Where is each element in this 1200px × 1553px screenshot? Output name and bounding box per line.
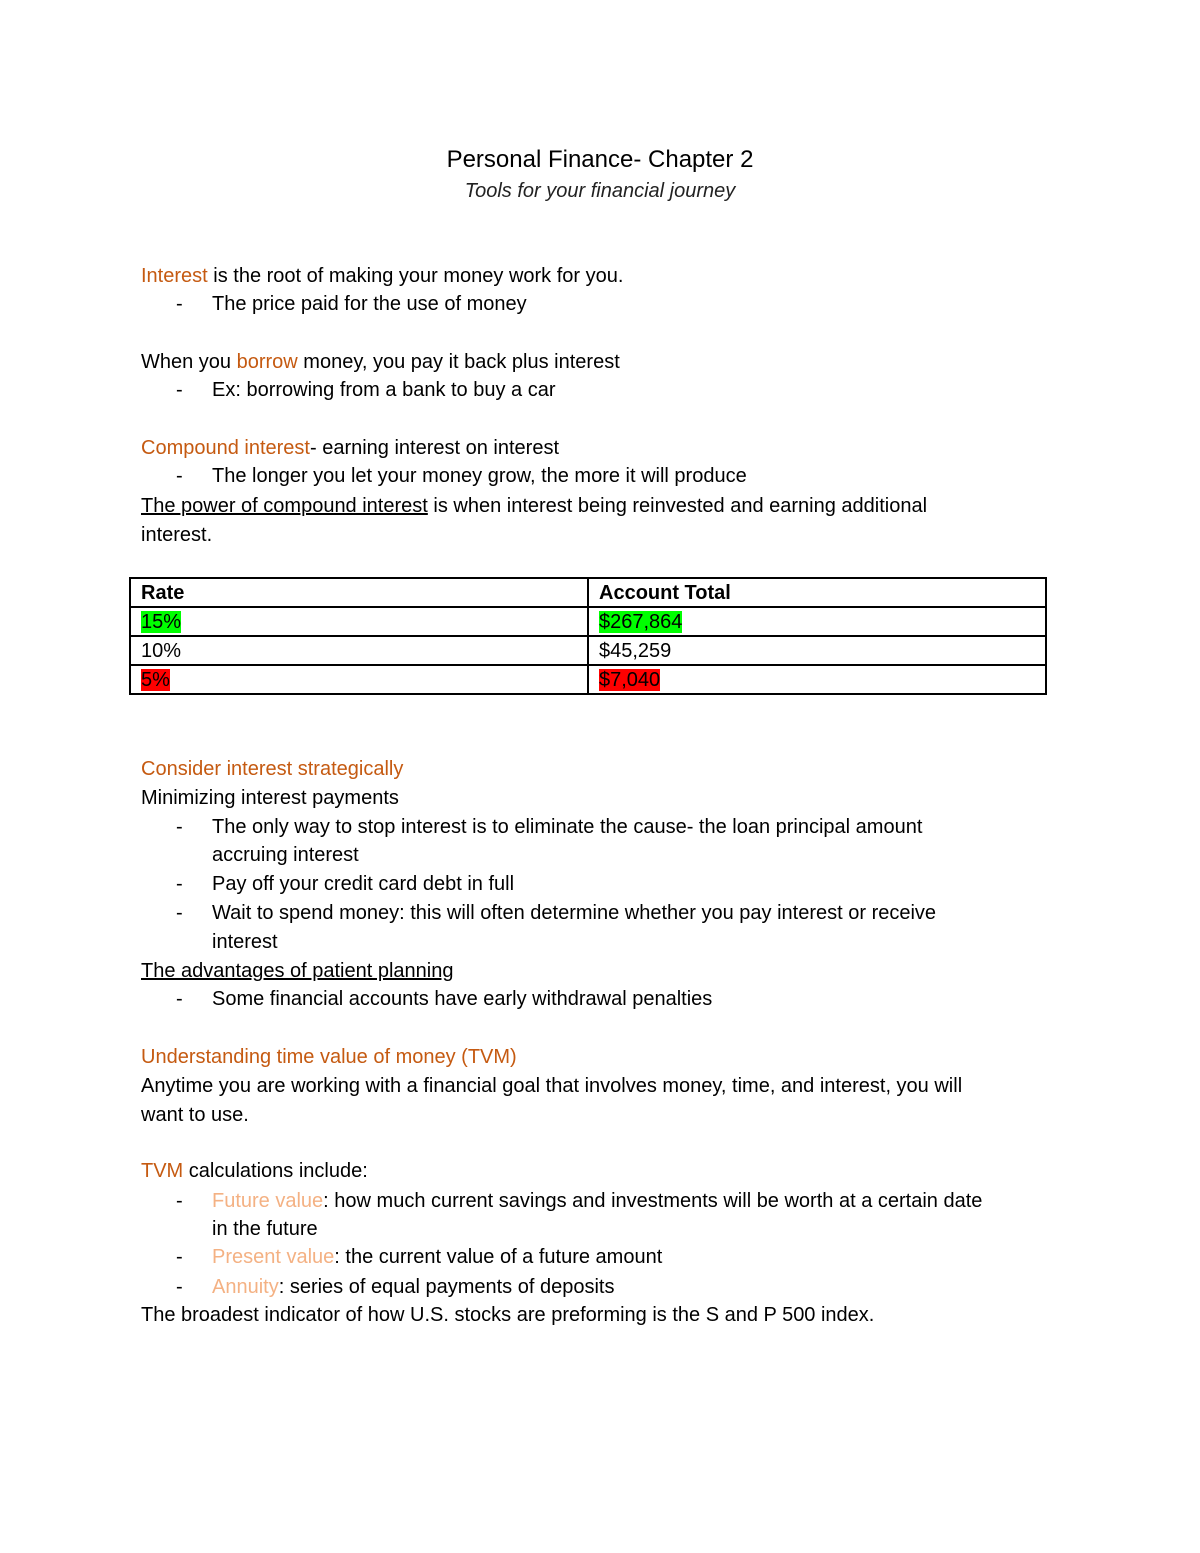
strategic-bullet-continued: interest (212, 931, 278, 953)
compound-paragraph (141, 434, 559, 462)
borrow-post: money, you pay it back plus interest (297, 351, 620, 373)
page-title: Personal Finance- Chapter 2 (446, 146, 754, 173)
strategic-bullet: Wait to spend money: this will often determine whether you pay interest or receive (212, 902, 937, 924)
table-header-account-total: Account Total (588, 578, 1046, 607)
tvm-calculations-paragraph (141, 1157, 368, 1185)
tvm-item (212, 1273, 614, 1301)
rate-value: 10% (141, 639, 182, 662)
compound-text: - earning interest on interest (309, 437, 560, 459)
table-cell-rate (130, 636, 588, 665)
tvm-item-text: : the current value of a future amount (334, 1246, 663, 1268)
compound-bullet: The longer you let your money grow, the more it will produce (212, 465, 747, 487)
tvm-text-continued: want to use. (141, 1104, 249, 1126)
strategic-bullet: Pay off your credit card debt in full (212, 873, 515, 895)
tvm-text: Anytime you are working with a financial goal that involves money, time, and interest, you will (141, 1075, 963, 1097)
tvm-item-text: : how much current savings and investments will be worth at a certain date (323, 1190, 983, 1212)
strategic-bullet: The only way to stop interest is to eliminate the cause- the loan principal amount (212, 816, 923, 838)
table-cell-total (588, 665, 1046, 694)
patient-planning-heading: The advantages of patient planning (141, 960, 454, 982)
borrow-pre: When you (141, 351, 237, 373)
bullet-dash: - (176, 379, 183, 401)
strategic-subheading: Minimizing interest payments (141, 787, 399, 809)
rate-value: 15% (141, 610, 182, 633)
interest-bullet: The price paid for the use of money (212, 293, 527, 315)
table-row (130, 665, 1046, 694)
table-row (130, 636, 1046, 665)
bullet-dash: - (176, 293, 183, 315)
table-cell-rate (130, 607, 588, 636)
table-cell-total (588, 607, 1046, 636)
bullet-dash: - (176, 902, 183, 924)
page-subtitle: Tools for your financial journey (464, 180, 736, 202)
bullet-dash: - (176, 988, 183, 1010)
tvm-item-term: Annuity (212, 1276, 279, 1298)
tvm-item (212, 1243, 662, 1271)
tvm-calc-term: TVM (141, 1160, 184, 1182)
borrow-bullet: Ex: borrowing from a bank to buy a car (212, 379, 556, 401)
interest-term: Interest (141, 265, 208, 287)
table-header-rate: Rate (130, 578, 588, 607)
bullet-dash: - (176, 873, 183, 895)
borrow-paragraph (141, 348, 620, 376)
tvm-item-term: Future value (212, 1190, 324, 1212)
total-value: $7,040 (599, 668, 661, 691)
table-cell-total (588, 636, 1046, 665)
bullet-dash: - (176, 1246, 183, 1268)
tvm-item-text: : series of equal payments of deposits (278, 1276, 615, 1298)
borrow-term: borrow (236, 351, 298, 373)
compound-power-term: The power of compound interest (141, 495, 428, 517)
rate-value: 5% (141, 668, 170, 691)
compound-power-text: is when interest being reinvested and earning additional (427, 495, 928, 517)
total-value: $45,259 (599, 639, 672, 662)
compound-power-continued: interest. (141, 524, 213, 546)
strategic-heading: Consider interest strategically (141, 758, 404, 780)
tvm-item-continued: in the future (212, 1218, 318, 1240)
patient-planning-bullet: Some financial accounts have early withdrawal penalties (212, 988, 713, 1010)
compound-term: Compound interest (141, 437, 310, 459)
bullet-dash: - (176, 816, 183, 838)
tvm-heading: Understanding time value of money (TVM) (141, 1046, 517, 1068)
total-value: $267,864 (599, 610, 683, 633)
bullet-dash: - (176, 1276, 183, 1298)
strategic-bullet-continued: accruing interest (212, 844, 359, 866)
bullet-dash: - (176, 1190, 183, 1212)
table-header-row (130, 578, 1046, 607)
tvm-calc-text: calculations include: (183, 1160, 368, 1182)
tvm-item (212, 1187, 982, 1215)
tvm-item-term: Present value (212, 1246, 335, 1268)
interest-text: is the root of making your money work for you. (207, 265, 624, 287)
compound-power-paragraph (141, 492, 927, 520)
closing-paragraph: The broadest indicator of how U.S. stocks are preforming is the S and P 500 index. (141, 1304, 875, 1326)
interest-rate-table (129, 577, 1047, 695)
table-cell-rate (130, 665, 588, 694)
table-row (130, 607, 1046, 636)
bullet-dash: - (176, 465, 183, 487)
interest-paragraph (141, 262, 623, 290)
